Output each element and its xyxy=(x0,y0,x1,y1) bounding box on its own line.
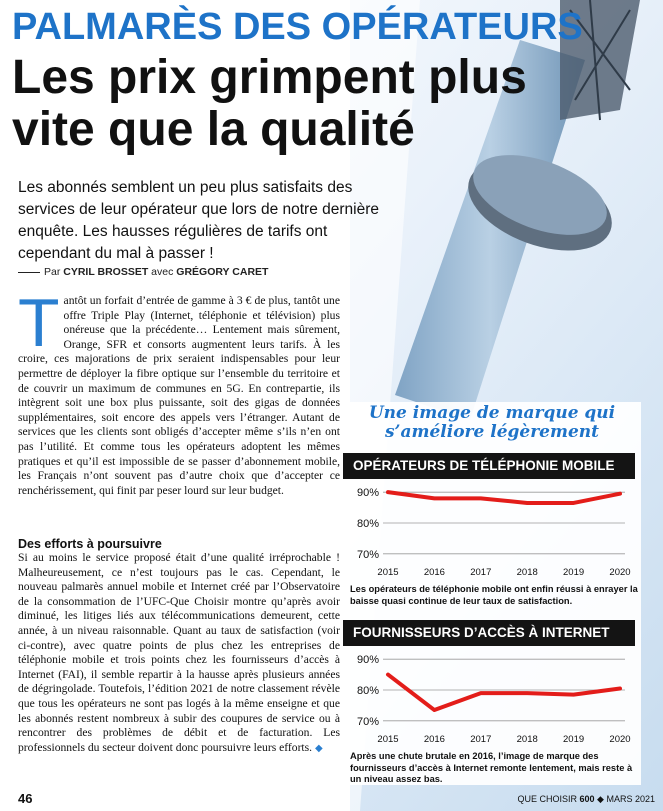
article-lede: Les abonnés semblent un peu plus satisfaits des services de leur opérateur que lors de notre dernière enquête. Les hausses régulières de tarifs ont cependant du mal à passer ! xyxy=(18,179,380,262)
paragraph-1-text: antôt un forfait d’entrée de gamme à 3 € de plus, tantôt une offre Triple Play (Internet, téléphonie et télévision) plus onéreuse que la précédente… Lentement mais sûrement, Orange, SFR et consorts augmentent leurs tarifs. À les croire, ces majorations de prix seraient indispensables pour leur permettre de déployer la fibre optique sur l’ensemble du territoire et de couvrir un maximum de communes en 5G. En contrepartie, ils intègrent soit une box plus puissante, soit des gigas de données supplémentaires, soit encore des appels vers l’étranger. Autant de services que les clients sont obligés d’accepter même s’ils n’en ont pas l’utilité. Et comme tous les opérateurs adoptent les mêmes pratiques et qu’il est impossible de se passer d’abonnement mobile, les Français n’ont souvent pas d’autre choix que d’accepter ce renchérissement, qui finit par peser lourd sur leur budget. xyxy=(18,294,340,497)
chart-1-title: OPÉRATEURS DE TÉLÉPHONIE MOBILE xyxy=(343,453,635,479)
x-tick-label: 2020 xyxy=(609,734,631,745)
x-tick-label: 2019 xyxy=(563,734,585,745)
series-line xyxy=(388,675,620,710)
x-tick-label: 2015 xyxy=(377,567,399,578)
byline-avec: avec xyxy=(151,266,174,278)
y-tick-label: 80% xyxy=(356,518,379,530)
magazine-name: QUE CHOISIR xyxy=(517,794,577,804)
footer-magazine xyxy=(517,794,655,805)
footer-separator-icon: ◆ xyxy=(597,794,604,804)
article-paragraph-2 xyxy=(18,551,340,756)
article-subhead: Des efforts à poursuivre xyxy=(18,537,162,551)
y-tick-label: 70% xyxy=(356,548,379,561)
x-tick-label: 2017 xyxy=(470,734,492,745)
paragraph-2-text: Si au moins le service proposé était d’une qualité irréprochable ! Malheureusement, ce n’est toujours pas le cas. Cependant, le nouveau palmarès annuel mobile et Internet créé par l’Observatoire de la consommation de l’UFC-Que Choisir montre qu’après avoir diminué, les litiges liés aux télécommunications demeurent, cette année, à un niveau raisonnable. Quant au taux de satisfaction (voir ci-contre), avec quatre points de plus chez les entreprises de téléphonie mobile et trois points chez les fournisseurs d’accès à Internet (FAI), il semble repartir à la hausse après plusieurs années de dégringolade. Toutefois, l’édition 2021 de notre classement révèle que tous les opérateurs ne sont pas logés à la même enseigne et que les abonnés restent nombreux à subir des coupures de service ou à rencontrer des problèmes de débit et de facturation. Les professionnels du secteur doivent donc poursuivre leurs efforts. xyxy=(18,551,340,754)
y-tick-label: 80% xyxy=(356,685,379,697)
section-kicker: PALMARÈS DES OPÉRATEURS xyxy=(12,6,583,48)
y-tick-label: 90% xyxy=(356,487,379,500)
byline-rule xyxy=(18,272,40,273)
x-tick-label: 2015 xyxy=(377,734,399,745)
chart-1-caption: Les opérateurs de téléphonie mobile ont enfin réussi à enrayer la baisse quasi continue de leur taux de satisfaction. xyxy=(350,584,638,606)
byline-author-1: CYRIL BROSSET xyxy=(63,266,149,278)
x-tick-label: 2018 xyxy=(516,734,538,745)
chart-2-internet xyxy=(343,647,641,747)
y-tick-label: 90% xyxy=(356,654,379,667)
chart-2-caption: Après une chute brutale en 2016, l’image de marque des fournisseurs d’accès à Internet remonte lentement, mais reste à un niveau assez bas. xyxy=(350,751,633,784)
issue-number: 600 xyxy=(579,794,595,804)
end-mark-icon: ◆ xyxy=(314,742,323,754)
x-tick-label: 2017 xyxy=(470,567,492,578)
page-number: 46 xyxy=(18,791,33,806)
x-tick-label: 2019 xyxy=(563,567,585,578)
article-title: Les prix grimpent plus vite que la qualité xyxy=(12,51,527,156)
series-line xyxy=(388,492,620,503)
chart-2-title: FOURNISSEURS D’ACCÈS À INTERNET xyxy=(343,620,635,646)
chart-1-mobile xyxy=(343,480,641,580)
x-tick-label: 2018 xyxy=(516,567,538,578)
issue-date: MARS 2021 xyxy=(606,794,655,804)
byline xyxy=(18,266,268,278)
y-tick-label: 70% xyxy=(356,715,379,728)
dropcap: T xyxy=(18,285,60,361)
byline-author-2: GRÉGORY CARET xyxy=(176,266,269,278)
byline-par: Par xyxy=(44,266,61,278)
article-paragraph-1 xyxy=(18,285,340,498)
x-tick-label: 2016 xyxy=(423,567,445,578)
x-tick-label: 2020 xyxy=(609,567,631,578)
infobox-heading: Une image de marque qui s’améliore légèrement xyxy=(368,403,616,442)
x-tick-label: 2016 xyxy=(423,734,445,745)
